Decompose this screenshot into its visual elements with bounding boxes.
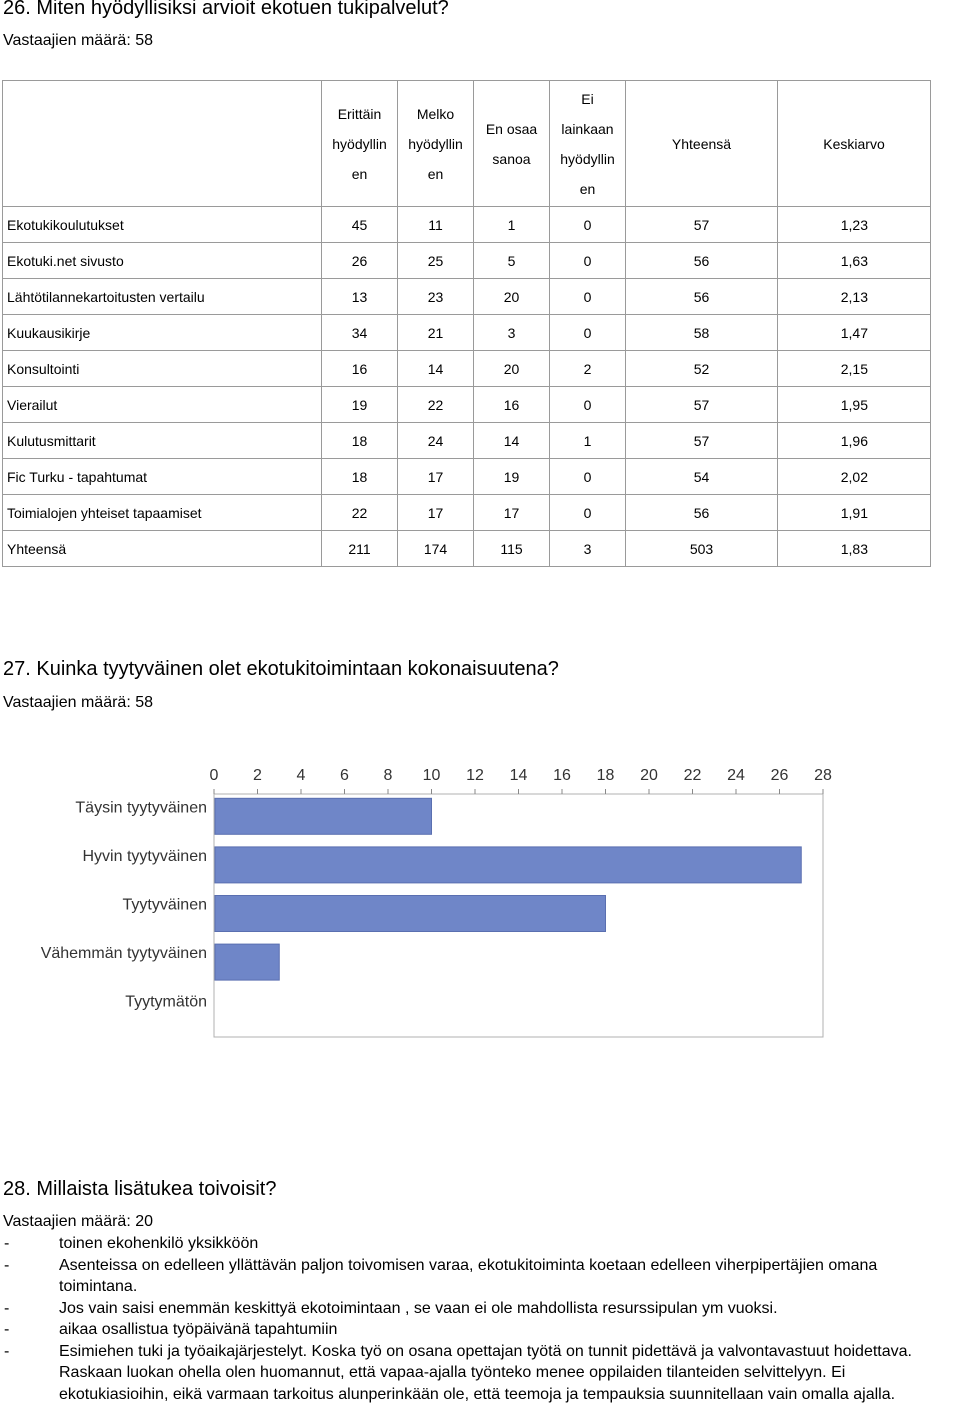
answer-text: Jos vain saisi enemmän keskittyä ekotoimintaan , se vaan ei ole mahdollista resurssipulan ym vuoksi.	[59, 1299, 778, 1317]
list-item	[0, 1319, 960, 1341]
x-tick-label: 22	[683, 767, 702, 784]
table-cell: 1,47	[778, 315, 931, 351]
table-cell: 20	[474, 279, 550, 315]
category-label: Täysin tyytyväinen	[75, 799, 207, 817]
table-row	[3, 243, 931, 279]
table-cell: 52	[626, 351, 778, 387]
table-cell: 56	[626, 243, 778, 279]
bullet-dash: -	[4, 1321, 10, 1338]
table-cell: 2,15	[778, 351, 931, 387]
table-cell: 1,96	[778, 423, 931, 459]
row-label: Fic Turku - tapahtumat	[3, 459, 322, 495]
category-label: Tyytymätön	[125, 993, 207, 1011]
table-cell: 58	[626, 315, 778, 351]
table-cell: 2,13	[778, 279, 931, 315]
row-label: Ekotukikoulutukset	[3, 207, 322, 243]
table-cell: 25	[398, 243, 474, 279]
table-header-row	[3, 81, 931, 207]
answer-text: Esimiehen tuki ja työaikajärjestelyt. Koska työ on osana opettajan työtä on tunnit pidettävä ja valvontavastuut hoidettava. Raskaan luokan ohella olen huomannut, että vapaa-ajalla työnteko menee oppilaiden tilanteiden selvittelyyn. Ei ekotukiasioihin, eikä varmaan tarkoitus alunperinkään ole, että teemoja ja tempauksia suunnitellaan vain omalla ajalla.	[59, 1342, 912, 1403]
bar	[215, 896, 606, 932]
list-item	[0, 1341, 960, 1406]
table-cell: 3	[474, 315, 550, 351]
category-label: Tyytyväinen	[122, 896, 207, 914]
bullet-dash: -	[4, 1342, 10, 1360]
table-cell: 17	[398, 459, 474, 495]
table-cell: 0	[550, 495, 626, 531]
list-item	[0, 1298, 960, 1320]
q26-table	[2, 80, 931, 567]
table-cell: 16	[322, 351, 398, 387]
table-row	[3, 315, 931, 351]
table-corner-cell	[3, 81, 322, 207]
table-row	[3, 423, 931, 459]
column-header: Yhteensä	[626, 81, 778, 207]
table-cell: 54	[626, 459, 778, 495]
table-cell: 1	[474, 207, 550, 243]
bullet-dash: -	[4, 1299, 10, 1317]
table-cell: 1,63	[778, 243, 931, 279]
table-row	[3, 351, 931, 387]
table-cell: 5	[474, 243, 550, 279]
table-cell: 1,95	[778, 387, 931, 423]
bar	[215, 798, 432, 834]
x-tick-label: 16	[553, 767, 571, 784]
q27-respondents: Vastaajien määrä: 58	[3, 694, 154, 711]
row-label: Vierailut	[3, 387, 322, 423]
bar	[215, 944, 279, 980]
table-cell: 1,23	[778, 207, 931, 243]
x-tick-label: 0	[209, 767, 219, 784]
x-tick-label: 24	[727, 767, 745, 784]
table-cell: 34	[322, 315, 398, 351]
table-cell: 57	[626, 207, 778, 243]
bar	[215, 847, 801, 883]
answer-text: toinen ekohenkilö yksikköön	[59, 1235, 259, 1252]
column-header: Erittäin hyödyllin en	[322, 81, 398, 207]
table-cell: 56	[626, 495, 778, 531]
table-cell: 18	[322, 423, 398, 459]
table-cell: 17	[474, 495, 550, 531]
table-cell: 16	[474, 387, 550, 423]
table-cell: 23	[398, 279, 474, 315]
x-tick-label: 4	[296, 767, 306, 784]
x-tick-label: 2	[253, 767, 262, 784]
q28-title: 28. Millaista lisätukea toivoisit?	[3, 1178, 277, 1200]
table-cell: 18	[322, 459, 398, 495]
table-cell: 26	[322, 243, 398, 279]
x-tick-label: 28	[814, 767, 832, 784]
table-row	[3, 207, 931, 243]
table-cell: 0	[550, 243, 626, 279]
x-tick-label: 14	[509, 767, 528, 784]
bullet-dash: -	[4, 1256, 10, 1274]
table-cell: 211	[322, 531, 398, 567]
table-cell: 20	[474, 351, 550, 387]
column-header: En osaa sanoa	[474, 81, 550, 207]
category-label: Hyvin tyytyväinen	[82, 847, 207, 865]
table-cell: 56	[626, 279, 778, 315]
table-cell: 17	[398, 495, 474, 531]
table-row	[3, 459, 931, 495]
table-cell: 11	[398, 207, 474, 243]
x-tick-label: 26	[770, 767, 789, 784]
table-cell: 19	[474, 459, 550, 495]
q28-answer-list	[0, 1233, 960, 1405]
row-label: Lähtötilannekartoitusten vertailu	[3, 279, 322, 315]
table-cell: 3	[550, 531, 626, 567]
x-tick-label: 20	[640, 767, 658, 784]
answer-text: aikaa osallistua työpäivänä tapahtumiin	[59, 1321, 338, 1338]
row-label: Kuukausikirje	[3, 315, 322, 351]
table-row	[3, 531, 931, 567]
table-cell: 1,83	[778, 531, 931, 567]
x-tick-label: 10	[422, 767, 441, 784]
table-cell: 57	[626, 423, 778, 459]
list-item	[0, 1233, 960, 1255]
row-label: Yhteensä	[3, 531, 322, 567]
column-header: Ei lainkaan hyödyllin en	[550, 81, 626, 207]
table-cell: 0	[550, 207, 626, 243]
bullet-dash: -	[4, 1235, 10, 1252]
q27-title: 27. Kuinka tyytyväinen olet ekotukitoimintaan kokonaisuutena?	[3, 658, 559, 680]
row-label: Konsultointi	[3, 351, 322, 387]
table-cell: 174	[398, 531, 474, 567]
table-cell: 24	[398, 423, 474, 459]
row-label: Kulutusmittarit	[3, 423, 322, 459]
table-cell: 22	[398, 387, 474, 423]
table-row	[3, 387, 931, 423]
table-cell: 2	[550, 351, 626, 387]
table-cell: 57	[626, 387, 778, 423]
row-label: Toimialojen yhteiset tapaamiset	[3, 495, 322, 531]
x-tick-label: 12	[466, 767, 484, 784]
table-cell: 45	[322, 207, 398, 243]
table-cell: 21	[398, 315, 474, 351]
x-tick-label: 6	[340, 767, 349, 784]
q26-respondents: Vastaajien määrä: 58	[3, 32, 154, 49]
table-row	[3, 279, 931, 315]
table-cell: 0	[550, 279, 626, 315]
column-header: Melko hyödyllin en	[398, 81, 474, 207]
q26-title: 26. Miten hyödyllisiksi arvioit ekotuen tukipalvelut?	[3, 0, 449, 19]
column-header: Keskiarvo	[778, 81, 931, 207]
table-cell: 14	[474, 423, 550, 459]
table-cell: 503	[626, 531, 778, 567]
table-cell: 1	[550, 423, 626, 459]
table-cell: 19	[322, 387, 398, 423]
table-cell: 1,91	[778, 495, 931, 531]
table-cell: 13	[322, 279, 398, 315]
table-cell: 0	[550, 387, 626, 423]
category-label: Vähemmän tyytyväinen	[40, 945, 207, 963]
list-item	[0, 1255, 960, 1298]
table-cell: 0	[550, 459, 626, 495]
table-row	[3, 495, 931, 531]
table-cell: 14	[398, 351, 474, 387]
table-cell: 22	[322, 495, 398, 531]
x-tick-label: 18	[596, 767, 615, 784]
row-label: Ekotuki.net sivusto	[3, 243, 322, 279]
table-cell: 2,02	[778, 459, 931, 495]
x-tick-label: 8	[383, 767, 393, 784]
q27-bar-chart	[0, 750, 960, 1050]
table-cell: 0	[550, 315, 626, 351]
q28-respondents: Vastaajien määrä: 20	[3, 1213, 154, 1230]
answer-text: Asenteissa on edelleen yllättävän paljon toivomisen varaa, ekotukitoiminta koetaan edelleen viherpipertäjien omana toimintana.	[59, 1256, 878, 1295]
table-cell: 115	[474, 531, 550, 567]
